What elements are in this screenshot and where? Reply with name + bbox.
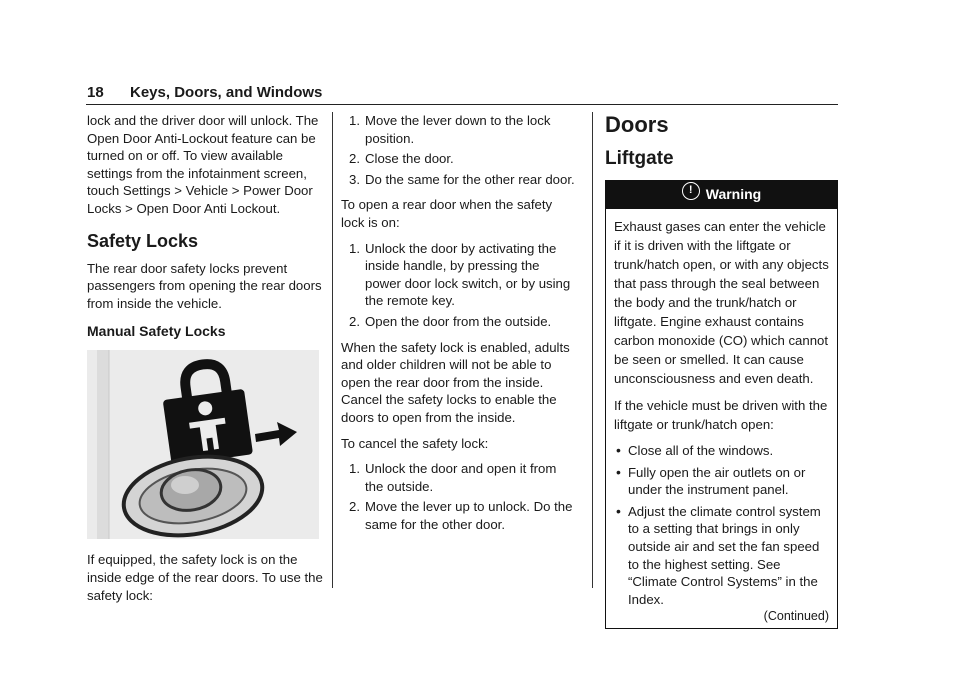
warning-bullet-list [614,442,829,608]
page-number: 18 [87,84,104,101]
list-item [341,460,577,495]
child-safety-lock-icon [87,350,319,539]
lock-steps [341,112,577,188]
warning-body [606,209,837,628]
column-divider [332,112,333,588]
safety-locks-heading: Safety Locks [87,230,199,251]
page-header [86,80,838,105]
step-number: 1. [349,240,360,256]
step-number: 2. [349,499,360,515]
continued-label: (Continued) [763,609,829,624]
step-number: 2. [349,151,360,167]
step-number: 1. [349,461,360,477]
figure-caption: If equipped, the safety lock is on the inside edge of the rear doors. To use the safety lock: [87,552,323,603]
warning-title: Warning [705,186,762,203]
safety-lock-enabled-paragraph: When the safety lock is enabled, adults and older children will not be able to open the rear door from the inside. Cancel the safety locks to enable the doors to open from the inside. [341,339,570,425]
warning-box [605,180,838,629]
warning-paragraph: Exhaust gases can enter the vehicle if it is driven with the liftgate or trunk/hatch open, or with any objects that pass through the seal between the body and the trunk/hatch or liftgate. Engine exhaust contains carbon monoxide (CO) which cannot be seen or smelled. It can cause unconsciousness and even death. [614,219,829,386]
step-number: 2. [349,313,360,329]
step-text: Move the lever up to unlock. Do the same for the other door. [365,499,573,532]
list-item: • Fully open the air outlets on or under the instrument panel. [614,464,829,499]
list-item: • Adjust the climate control system to a setting that brings in only outside air and set the fan speed to the highest setting. See “Climate Control Systems” in the Index. [614,503,829,609]
safety-locks-paragraph: The rear door safety locks prevent passengers from opening the rear doors from inside the vehicle. [87,260,322,311]
open-rear-door-paragraph: To open a rear door when the safety lock is on: [341,197,553,230]
step-number: 1. [349,113,360,128]
warning-paragraph: If the vehicle must be driven with the liftgate or trunk/hatch open: [614,398,828,432]
column-1 [87,112,323,612]
open-door-steps [341,240,577,331]
warning-exclamation-icon: ! [682,182,700,200]
list-item [341,498,577,533]
intro-paragraph: lock and the driver door will unlock. The Open Door Anti-Lockout feature can be turned on or off. To view available settings from the infotainment screen, touch Settings > Vehicle > Power Door Locks > Open Door Anti Lockout. [87,113,319,216]
list-item: • Close all of the windows. [614,442,829,460]
step-number: 3. [349,171,360,187]
cancel-lock-steps [341,460,577,533]
cancel-safety-lock-paragraph: To cancel the safety lock: [341,435,489,451]
list-item [341,240,577,310]
step-text: Unlock the door by activating the inside handle, by pressing the power door lock switch, or by using the remote key. [365,240,571,309]
step-text: Open the door from the outside. [365,313,552,329]
doors-heading: Doors [605,112,669,137]
step-text: Close the door. [365,151,454,167]
safety-lock-illustration [87,350,319,539]
column-divider [592,112,593,588]
step-text: Unlock the door and open it from the outside. [365,461,557,494]
list-item [341,313,577,331]
step-text: Do the same for the other rear door. [365,171,575,187]
list-item [341,112,577,147]
section-title: Keys, Doors, and Windows [130,84,323,101]
liftgate-heading: Liftgate [605,148,674,169]
warning-header [606,181,837,209]
column-2 [341,112,577,541]
manual-safety-locks-heading: Manual Safety Locks [87,323,226,340]
column-3 [605,112,839,629]
list-item [341,150,577,168]
list-item [341,171,577,189]
step-text: Move the lever down to the lock position. [365,113,551,146]
